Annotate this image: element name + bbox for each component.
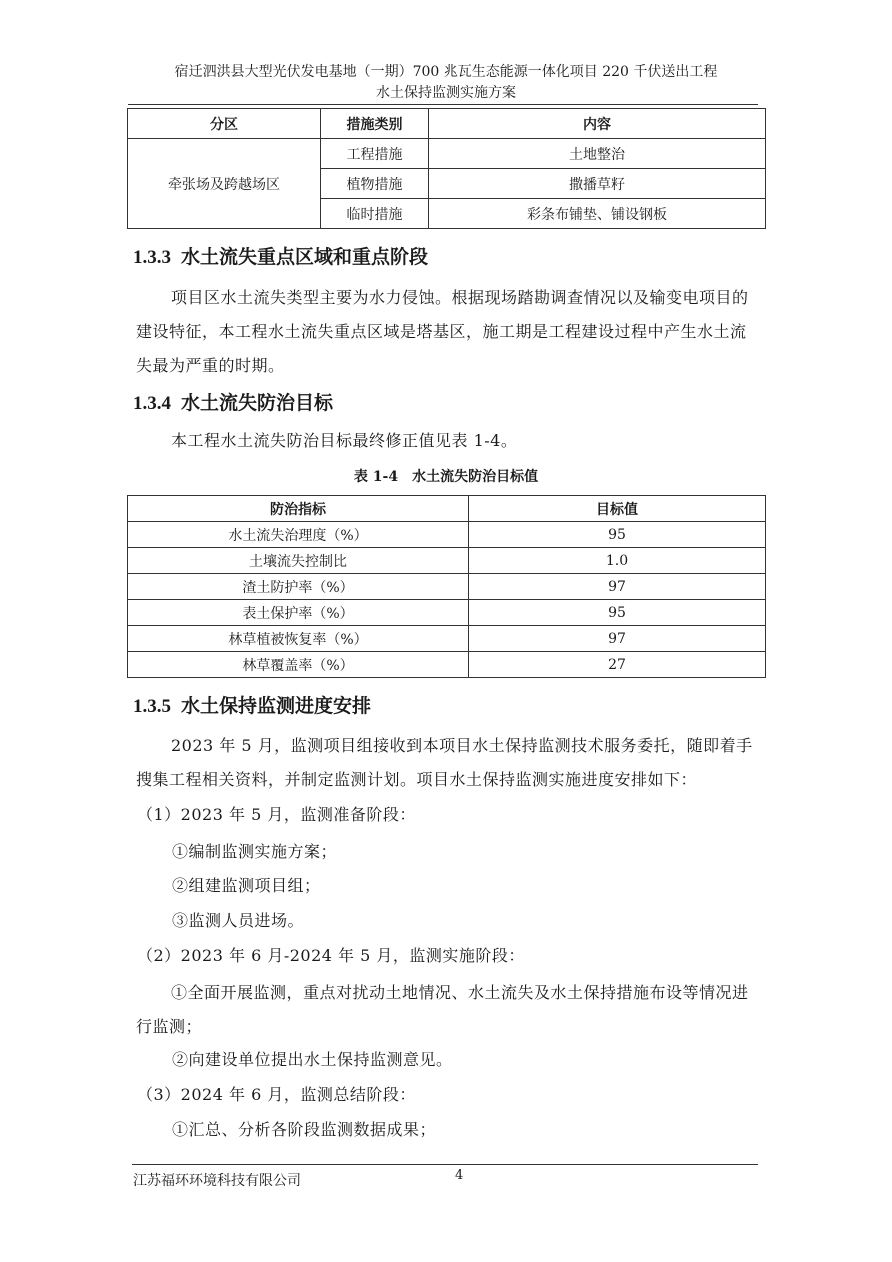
indicator-cell: 表土保护率（%）: [128, 600, 469, 626]
column-header: 措施类别: [321, 109, 429, 139]
stage-3-item: ①汇总、分析各阶段监测数据成果；: [172, 1120, 437, 1139]
section-title: 水土流失防治目标: [181, 392, 334, 414]
value-cell: 27: [469, 652, 766, 678]
stage-2-heading: （2）2023 年 6 月-2024 年 5 月，监测实施阶段：: [137, 946, 525, 965]
stage-1-item: ①编制监测实施方案；: [172, 842, 338, 861]
footer-company: 江苏福环环境科技有限公司: [133, 1173, 301, 1189]
stage-1-item: ③监测人员进场。: [172, 911, 305, 930]
section-1-3-4-paragraph: 本工程水土流失防治目标最终修正值见表 1-4。: [171, 431, 518, 450]
column-header: 内容: [429, 109, 766, 139]
indicator-cell: 土壤流失控制比: [128, 548, 469, 574]
table-row: [128, 522, 766, 548]
header-divider: [128, 104, 758, 105]
indicator-cell: 渣土防护率（%）: [128, 574, 469, 600]
category-cell: 临时措施: [321, 199, 429, 229]
table-row: [128, 652, 766, 678]
section-number: 1.3.3: [133, 247, 171, 268]
value-cell: 95: [469, 600, 766, 626]
value-cell: 97: [469, 574, 766, 600]
table-row: [128, 574, 766, 600]
table-header-row: [128, 109, 766, 139]
category-cell: 植物措施: [321, 169, 429, 199]
header-document-title: 水土保持监测实施方案: [376, 85, 516, 101]
value-cell: 1.0: [469, 548, 766, 574]
indicator-cell: 林草植被恢复率（%）: [128, 626, 469, 652]
indicator-cell: 水土流失治理度（%）: [128, 522, 469, 548]
column-header: 分区: [128, 109, 321, 139]
stage-2-item: ②向建设单位提出水土保持监测意见。: [172, 1050, 453, 1069]
stage-1-item: ②组建监测项目组；: [172, 876, 321, 895]
footer-divider: [132, 1164, 758, 1165]
stage-3-heading: （3）2024 年 6 月，监测总结阶段：: [137, 1085, 416, 1104]
table-row: [128, 626, 766, 652]
section-heading-1-3-5: [133, 693, 371, 720]
section-1-3-5-paragraph: 2023 年 5 月，监测项目组接收到本项目水土保持监测技术服务委托，随即着手搜集工程相关资料，并制定监测计划。项目水土保持监测实施进度安排如下：: [136, 736, 753, 789]
section-1-3-3-paragraph: 项目区水土流失类型主要为水力侵蚀。根据现场踏勘调查情况以及输变电项目的建设特征，本工程水土流失重点区域是塔基区，施工期是工程建设过程中产生水土流失最为严重的时期。: [136, 288, 749, 375]
category-cell: 工程措施: [321, 139, 429, 169]
table-row: [128, 600, 766, 626]
section-heading-1-3-4: [133, 390, 333, 417]
table-header-row: [128, 496, 766, 522]
table-caption: 表 1-4 水土流失防治目标值: [353, 469, 539, 485]
section-title: 水土流失重点区域和重点阶段: [181, 246, 429, 268]
targets-table: [127, 495, 766, 678]
zone-cell: 牵张场及跨越场区: [128, 139, 321, 229]
column-header: 目标值: [469, 496, 766, 522]
header-project-title: 宿迁泗洪县大型光伏发电基地（一期）700 兆瓦生态能源一体化项目 220 千伏送出工程: [174, 64, 718, 80]
content-cell: 撒播草籽: [429, 169, 766, 199]
column-header: 防治指标: [128, 496, 469, 522]
indicator-cell: 林草覆盖率（%）: [128, 652, 469, 678]
page-header: [0, 62, 892, 104]
stage-1-heading: （1）2023 年 5 月，监测准备阶段：: [137, 805, 416, 824]
content-cell: 土地整治: [429, 139, 766, 169]
section-title: 水土保持监测进度安排: [181, 695, 372, 717]
measures-table: [127, 108, 766, 229]
value-cell: 97: [469, 626, 766, 652]
page-number: 4: [455, 1168, 464, 1183]
section-number: 1.3.5: [133, 696, 171, 717]
section-number: 1.3.4: [133, 393, 171, 414]
content-cell: 彩条布铺垫、铺设钢板: [429, 199, 766, 229]
value-cell: 95: [469, 522, 766, 548]
section-heading-1-3-3: [133, 244, 428, 271]
table-row: [128, 139, 766, 169]
stage-2-item: ①全面开展监测，重点对扰动土地情况、水土流失及水土保持措施布设等情况进行监测；: [136, 983, 749, 1036]
table-row: [128, 548, 766, 574]
